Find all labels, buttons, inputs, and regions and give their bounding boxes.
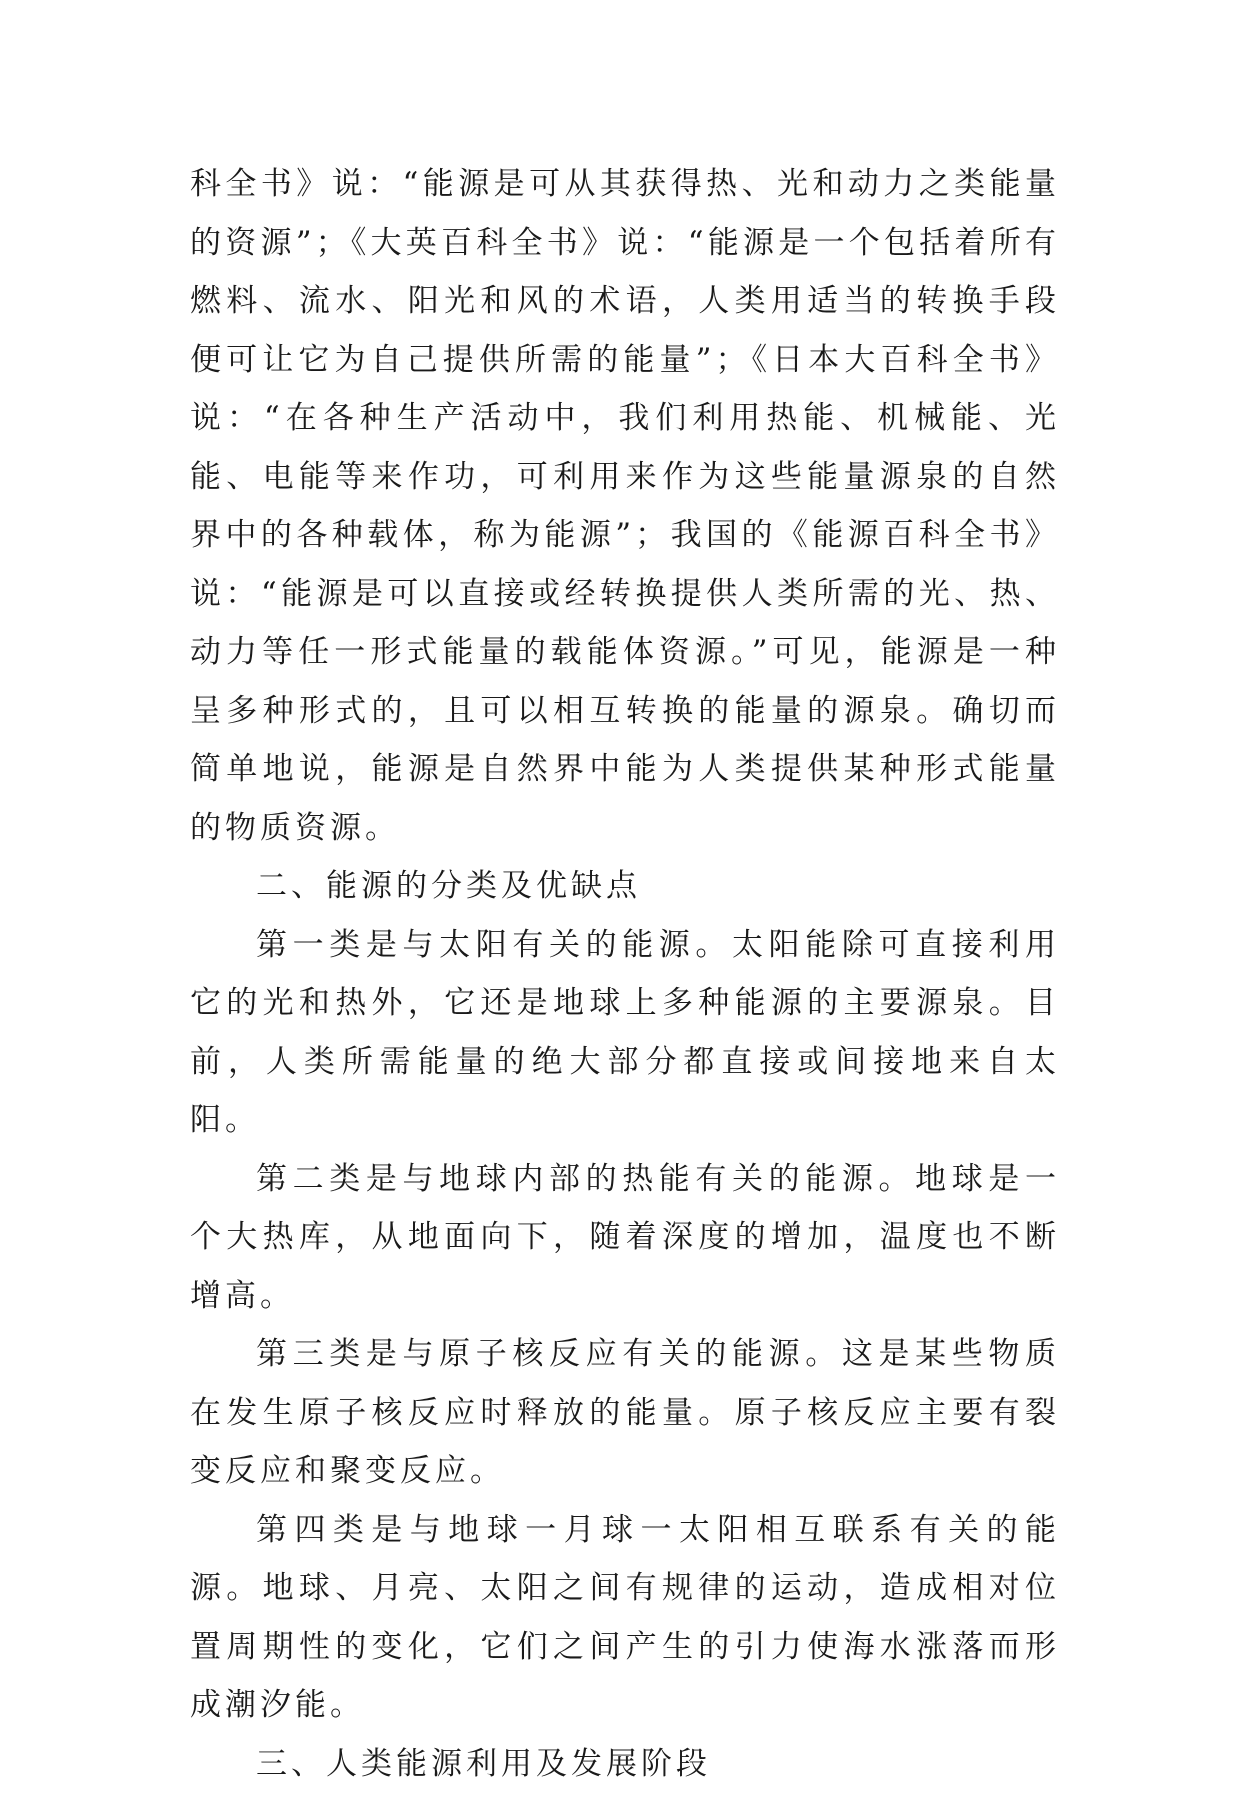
paragraph-geothermal-energy: 第二类是与地球内部的热能有关的能源。地球是一个大热库，从地面向下，随着深度的增加，温度也不断增高。	[190, 1150, 1060, 1326]
paragraph-nuclear-energy: 第三类是与原子核反应有关的能源。这是某些物质在发生原子核反应时释放的能量。原子核反应主要有裂变反应和聚变反应。	[190, 1325, 1060, 1501]
paragraph-solar-energy: 第一类是与太阳有关的能源。太阳能除可直接利用它的光和热外，它还是地球上多种能源的主要源泉。目前，人类所需能量的绝大部分都直接或间接地来自太阳。	[190, 916, 1060, 1150]
section-heading-energy-development: 三、人类能源利用及发展阶段	[190, 1735, 1060, 1793]
section-heading-energy-classification: 二、能源的分类及优缺点	[190, 857, 1060, 916]
paragraph-tidal-energy: 第四类是与地球一月球一太阳相互联系有关的能源。地球、月亮、太阳之间有规律的运动，造成相对位置周期性的变化，它们之间产生的引力使海水涨落而形成潮汐能。	[190, 1501, 1060, 1735]
paragraph-energy-definitions: 科全书》说：“能源是可从其获得热、光和动力之类能量的资源”；《大英百科全书》说：“能源是一个包括着所有燃料、流水、阳光和风的术语，人类用适当的转换手段便可让它为自己提供所需的能量”；《日本大百科全书》说：“在各种生产活动中，我们利用热能、机械能、光能、电能等来作功，可利用来作为这些能量源泉的自然界中的各种载体，称为能源”；我国的《能源百科全书》说：“能源是可以直接或经转换提供人类所需的光、热、动力等任一形式能量的载能体资源。”可见，能源是一种呈多种形式的，且可以相互转换的能量的源泉。确切而简单地说，能源是自然界中能为人类提供某种形式能量的物质资源。	[190, 155, 1060, 857]
document-body	[190, 155, 1060, 1793]
